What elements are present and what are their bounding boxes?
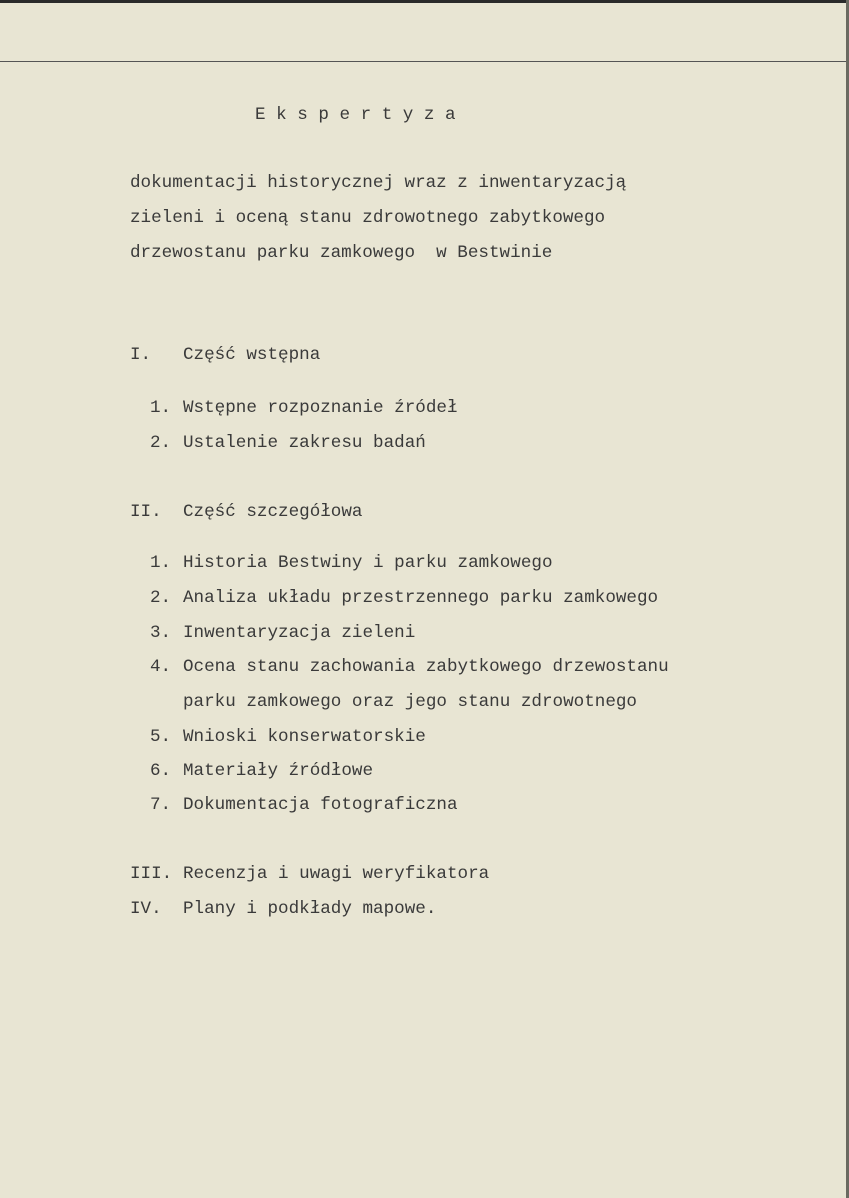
item-label: Ustalenie zakresu badań (183, 433, 426, 453)
subtitle-line: drzewostanu parku zamkowego w Bestwinie (130, 243, 553, 263)
item-label: Wstępne rozpoznanie źródeł (183, 398, 458, 418)
section-heading: Część wstępna (183, 345, 321, 365)
item-label: Inwentaryzacja zieleni (183, 623, 416, 643)
item-number: 2. (150, 588, 172, 608)
document-title: E k s p e r t y z a (255, 105, 456, 125)
item-label: Ocena stanu zachowania zabytkowego drzewostanu (183, 657, 669, 677)
item-number: 1. (150, 398, 172, 418)
section-number: IV. (130, 899, 162, 919)
page-top-edge (0, 0, 849, 3)
section-heading: Recenzja i uwagi weryfikatora (183, 864, 490, 884)
item-number: 5. (150, 727, 172, 747)
item-number: 3. (150, 623, 172, 643)
item-label: Historia Bestwiny i parku zamkowego (183, 553, 553, 573)
section-number: I. (130, 345, 152, 365)
section-number: III. (130, 864, 173, 884)
item-label: Wnioski konserwatorskie (183, 727, 426, 747)
subtitle-line: zieleni i oceną stanu zdrowotnego zabytkowego (130, 208, 606, 228)
item-number: 2. (150, 433, 172, 453)
section-heading: Część szczegółowa (183, 502, 363, 522)
section-number: II. (130, 502, 162, 522)
item-label: Dokumentacja fotograficzna (183, 795, 458, 815)
item-number: 4. (150, 657, 172, 677)
item-label: Materiały źródłowe (183, 761, 374, 781)
subtitle-line: dokumentacji historycznej wraz z inwentaryzacją (130, 173, 627, 193)
section-heading: Plany i podkłady mapowe. (183, 899, 437, 919)
item-number: 6. (150, 761, 172, 781)
item-number: 7. (150, 795, 172, 815)
item-label: Analiza układu przestrzennego parku zamkowego (183, 588, 659, 608)
item-number: 1. (150, 553, 172, 573)
header-rule (0, 61, 846, 62)
item-label-continuation: parku zamkowego oraz jego stanu zdrowotnego (183, 692, 637, 712)
